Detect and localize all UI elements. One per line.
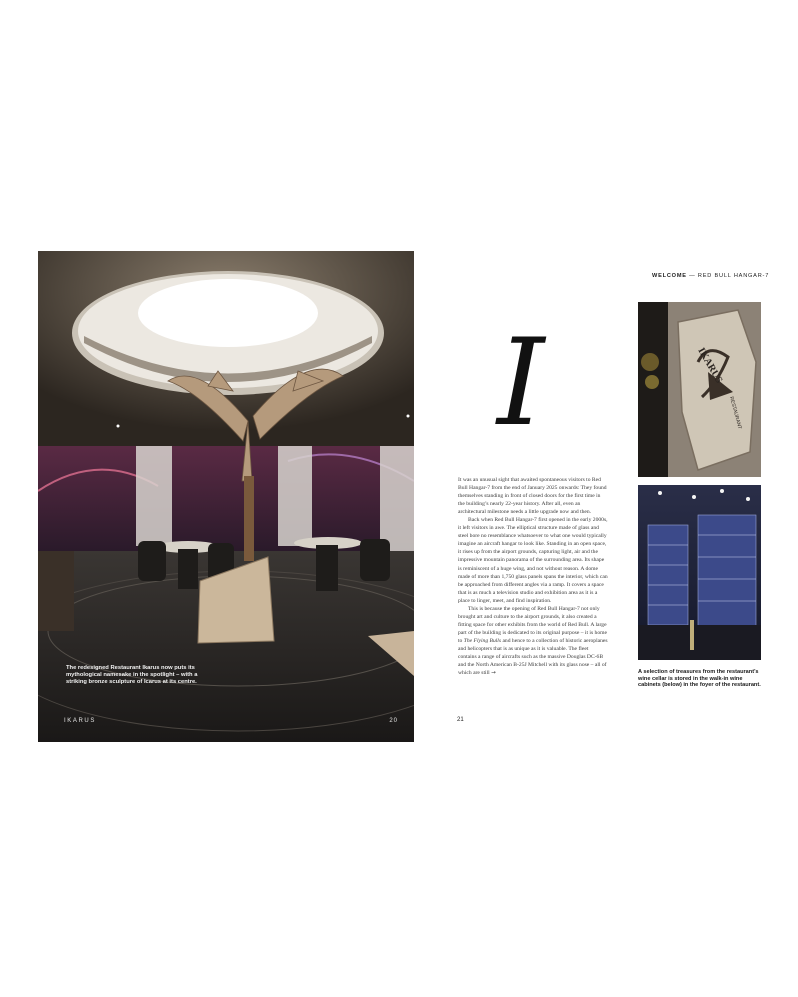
italic-name: The Flying Bulls [463, 637, 502, 644]
drop-cap: I [497, 314, 545, 453]
page-number-right: 21 [457, 717, 464, 723]
wine-cabinet-photo [638, 485, 761, 660]
article-body [458, 476, 608, 677]
wine-cabinet-illustration [638, 485, 761, 660]
ikarus-sign-photo [638, 302, 761, 477]
paragraph-text: and hence to a collection of historic aeroplanes and helicopters that is as unique as it is valuable. The fleet contains a range of aircrafts such as the massive Douglas DC-6B and the North American B-25J Mitchell with its glass nose – all of which are still [458, 637, 608, 677]
folio-title: IKARUS [64, 718, 96, 724]
sign-sublettering: RESTAURANT [728, 395, 743, 430]
running-head-section: WELCOME [652, 273, 687, 279]
paragraph: It was an unusual sight that awaited spontaneous visitors to Red Bull Hangar-7 from the end of January 2025 onwards: They found themselves standing in front of closed doors for the first time in the building’s nearly 22-year history. After all, even an architectural milestone needs a little upgrade now and then. [458, 477, 607, 516]
sign-lettering: IKARUS [695, 346, 725, 386]
photo-caption-right: A selection of treasures from the restaurant’s wine cellar is stored in the walk-in wine cabinets (below) in the foyer of the restaurant. [638, 669, 761, 689]
photo-caption: The redesigned Restaurant Ikarus now puts its mythological namesake in the spotlight – with a striking bronze sculpture of Icarus at its centre. [66, 665, 198, 686]
paragraph [458, 605, 608, 677]
continue-arrow-icon: → [491, 670, 496, 677]
page-number-left: 20 [389, 718, 398, 724]
ikarus-sign-illustration [638, 302, 761, 477]
running-head-location: — RED BULL HANGAR-7 [686, 273, 770, 279]
paragraph-text: This is because the opening of Red Bull Hangar-7 not only brought art and culture to the airport grounds, it also created a fitting space for other exhibits from the world of Red Bull. A large part of the building is dedicated to its original purpose – it is home to [458, 605, 607, 644]
paragraph: Back when Red Bull Hangar-7 first opened in the early 2000s, it left visitors in awe. The elliptical structure made of glass and steel bore no resemblance whatsoever to what one would typically imagine an aircraft hangar to look like. Standing in an open space, it rises up from the airport grounds, capturing light, air and the impressive mountain panorama of the surrounding area. Its shape is reminiscent of a huge wing, and not without reason. A dome made of more than 1,750 glass panels spans the interior, which can be approached from different angles via a ramp. It covers a space that is as much a television studio and exhibition area as it is a place to linger, meet, and find inspiration. [458, 517, 608, 604]
running-head [652, 273, 769, 279]
restaurant-interior-photo [38, 251, 414, 742]
